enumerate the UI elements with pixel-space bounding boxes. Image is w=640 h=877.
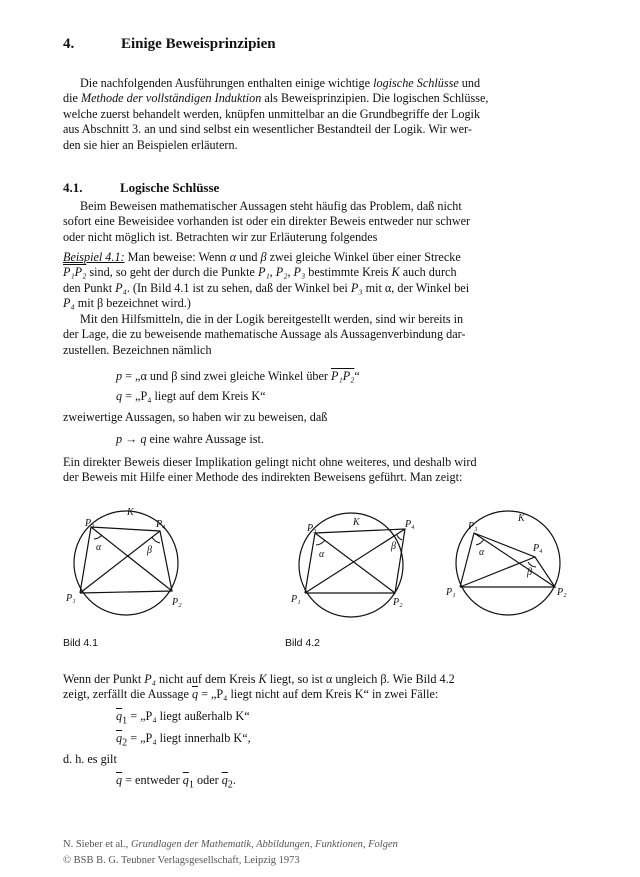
diagonal-1 — [460, 557, 535, 587]
intro-paragraph: Die nachfolgenden Ausführungen enthalten einige wichtige logische Schlüsse und die Methode der vollständigen Induktion als Beweisprinzipien. Die logischen Schlüsse, welche zuerst behandelt werden, knüpfen unmittelbar an die Grundbegriffe der Logik aus Abschnitt 3. an und sind selbst ein wesentlicher Bestandteil der Logik. Wir wer- den sie hier an Beispielen erläutern. — [63, 76, 489, 152]
label-alpha: α — [319, 549, 325, 560]
diagonal-2 — [315, 533, 395, 593]
label-p1: P₁ — [66, 593, 76, 604]
case-q2: $\overline{q}_2$ = „P₄ liegt innerhalb K“, — [116, 731, 251, 749]
angle-beta-arc — [152, 537, 160, 543]
case-q1: $\overline{q}_1$ = „P₄ liegt außerhalb K“ — [116, 709, 250, 727]
quadrilateral — [460, 533, 555, 587]
example-paragraph: Beispiel 4.1: Man beweise: Wenn α und β zwei gleiche Winkel über einer Strecke P₁P₂ sind, so geht der durch die Punkte P₁, P₂, P₃ bestimmte Kreis K auch durch den Punkt P₄. (In Bild 4.1 ist zu sehen, daß der Winkel bei P₃ mit α, der Winkel bei P₄ mit β bezeichnet wird.) — [63, 250, 470, 311]
label-p4: P₄ — [533, 543, 543, 554]
footer-copyright: © BSB B. G. Teubner Verlagsgesellschaft, Leipzig 1973 — [63, 855, 300, 866]
paragraph-dh: d. h. es gilt — [63, 752, 117, 766]
label-p3: P₃ — [468, 521, 478, 532]
diagonal-2 — [474, 533, 555, 587]
angle-beta-arc — [397, 535, 402, 540]
figure-4-2b — [440, 505, 575, 625]
paragraph-3: zweiwertige Aussagen, so haben wir zu beweisen, daß — [63, 410, 328, 424]
label-p4: P₄ — [156, 519, 166, 530]
label-alpha: α — [96, 542, 102, 553]
angle-alpha-arc — [94, 535, 102, 539]
label-p2: P₂ — [557, 587, 567, 598]
label-beta: β — [391, 541, 396, 552]
label-k: K — [127, 507, 134, 518]
paragraph-1: Beim Beweisen mathematischer Aussagen steht häufig das Problem, daß nicht sofort eine Beweisidee vorhanden ist oder ein direkter Beweis entweder nur schwer oder nicht möglich ist. Betrachten wir zur Erläuterung folgendes — [63, 199, 471, 244]
label-alpha: α — [479, 547, 485, 558]
formula-q: q = „P₄ liegt auf dem Kreis K“ — [116, 389, 266, 403]
label-k: K — [353, 517, 360, 528]
formula-implication: p → q eine wahre Aussage ist. — [116, 432, 264, 446]
footer-citation: N. Sieber et al., Grundlagen der Mathematik, Abbildungen, Funktionen, Folgen — [63, 839, 398, 850]
chapter-title: Einige Beweisprinzipien — [121, 36, 276, 52]
label-p2: P₂ — [172, 597, 182, 608]
diagonal-1 — [305, 529, 405, 593]
label-p4: P₄ — [405, 519, 415, 530]
label-beta: β — [147, 545, 152, 556]
angle-alpha-arc — [316, 540, 325, 545]
caption-bild-4-1: Bild 4.1 — [63, 637, 99, 649]
caption-bild-4-2: Bild 4.2 — [285, 637, 321, 649]
label-p1: P₁ — [291, 594, 301, 605]
figure-4-1 — [60, 505, 195, 625]
formula-p: p = „α und β sind zwei gleiche Winkel über P₁P₂“ — [116, 369, 360, 383]
paragraph-4: Ein direkter Beweis dieser Implikation gelingt nicht ohne weiteres, und deshalb wird der Beweis mit Hilfe einer Methode des indirekten Beweisens geführt. Man zeigt: — [63, 455, 477, 485]
label-beta: β — [527, 567, 532, 578]
diagonal-1 — [80, 531, 160, 593]
label-p3: P₃ — [85, 518, 95, 529]
diagonal-2 — [91, 527, 172, 591]
example-label: Beispiel 4.1: — [63, 250, 125, 264]
paragraph-2: Mit den Hilfsmitteln, die in der Logik bereitgestellt werden, sind wir bereits in der Lage, die zu beweisende mathematische Aussage als Aussagenverbindung dar- zustellen. Bezeichnen nämlich — [63, 312, 466, 357]
section-number: 4.1. — [63, 180, 83, 195]
formula-final: $\overline{q}$ = entweder $\overline{q}_1$ oder $\overline{q}_2$. — [116, 773, 236, 791]
figure-4-2a — [285, 505, 425, 625]
angle-alpha-arc — [476, 539, 484, 545]
quadrilateral — [80, 527, 172, 593]
label-p3: P₃ — [307, 523, 317, 534]
label-p2: P₂ — [393, 597, 403, 608]
section-title: Logische Schlüsse — [120, 180, 220, 195]
chapter-number: 4. — [63, 36, 75, 52]
label-k: K — [518, 513, 525, 524]
paragraph-5: Wenn der Punkt P₄ nicht auf dem Kreis K liegt, so ist α ungleich β. Wie Bild 4.2 zeigt, zerfällt die Aussage $\overline{q}$ = „P₄ liegt nicht auf dem Kreis K“ in zwei Fälle: — [63, 672, 455, 702]
label-p1: P₁ — [446, 587, 456, 598]
